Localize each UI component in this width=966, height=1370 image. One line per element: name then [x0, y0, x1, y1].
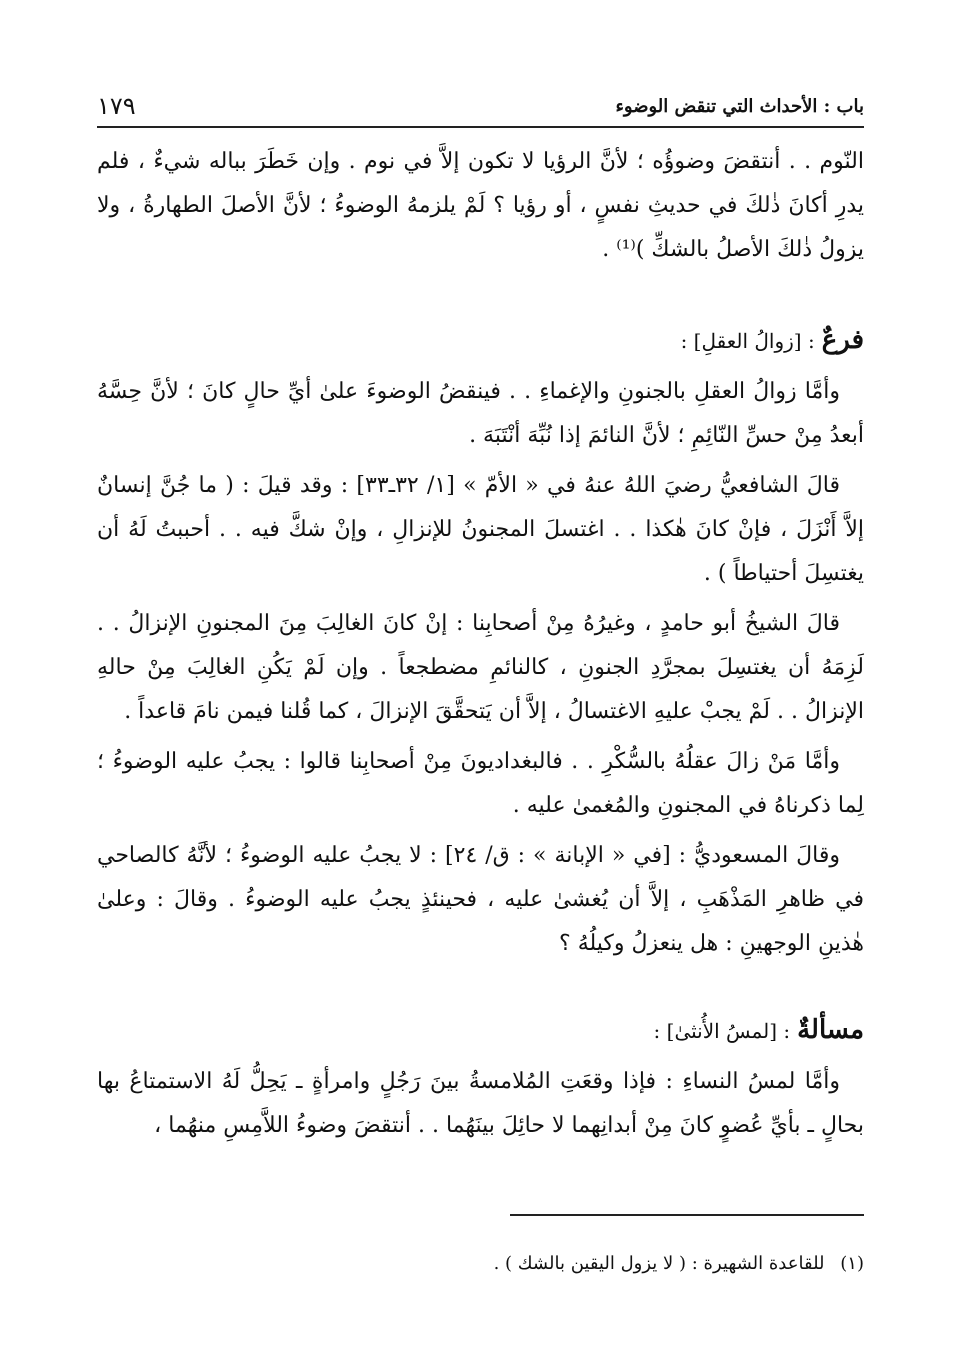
paragraph: وأمَّا لمسُ النساءِ : فإذا وقعَتِ المُلامسةُ بينَ رَجُلٍ وامرأةٍ ـ يَحِلُّ لَهُ الاستمتاعُ بها بحالٍ ـ بأيِّ عُضوٍ كانَ مِنْ أبدانِهما لا حائِلَ بينَهُما . . أنتقضَ وضوءُ اللاَّمِسِ منهُما ،	[97, 1069, 864, 1138]
footnote	[97, 1248, 864, 1280]
section-label: فرعٌ	[821, 325, 864, 355]
paragraph: وأمَّا زوالُ العقلِ بالجنونِ والإغماءِ . . فينقضُ الوضوءَ علىٰ أيِّ حالٍ كانَ ؛ لأنَّ حِسَّهُ أبعدُ مِنْ حسِّ النّائِمِ ؛ لأنَّ النائمَ إذا نُبِّهَ أنْتَبَهَ .	[97, 379, 864, 448]
page-body	[97, 140, 864, 1154]
section-label: مسألةٌ	[797, 1015, 864, 1045]
section-heading-masala	[97, 1008, 864, 1054]
header-divider	[97, 126, 864, 128]
section-heading-far	[97, 318, 864, 364]
footnote-number: (١)	[840, 1253, 864, 1274]
paragraph: وقالَ المسعوديُّ : [في « الإبانة » : ق/ ٢٤] : لا يجبُ عليه الوضوءُ ؛ لأنَّهُ كالصاحي في ظاهرِ المَذْهَبِ ، إلاَّ أن يُغشىٰ عليه ، فحينئذٍ يجبُ عليه الوضوءُ . وقالَ : وعلىٰ هٰذينِ الوجهينِ : هل ينعزلُ وكيلُهُ ؟	[97, 843, 864, 956]
paragraph: قالَ الشافعيُّ رضيَ اللهُ عنهُ في « الأمّ » [١/ ٣٢ـ٣٣] : وقد قيلَ : ( ما جُنَّ إنسانٌ إلاَّ أَنْزَلَ ، فإنْ كانَ هٰكذا . . اغتسلَ المجنونُ للإنزالِ ، وإنْ شكَّ فيه . . أحببتُ لَهُ أن يغتسِلَ أحتياطاً ) .	[97, 473, 865, 586]
footnote-divider	[510, 1214, 864, 1216]
section-title: : [زوالُ العقلِ] :	[680, 329, 815, 353]
paragraph: وأمَّا مَنْ زالَ عقلُهُ بالسُّكْرِ . . فالبغداديونَ مِنْ أصحابِنا قالوا : يجبُ عليه الوضوءُ ؛ لِما ذكرناهُ في المجنونِ والمُغمىٰ عليه .	[97, 749, 864, 818]
section-title: : [لمسُ الأُنثىٰ] :	[653, 1019, 791, 1043]
paragraph: النّوم . . أنتقضَ وضوؤُه ؛ لأنَّ الرؤيا لا تكون إلاَّ في نوم . وإن خَطَرَ بباله شيءٌ ، فلم يدرِ أكانَ ذٰلكَ في حديثِ نفسٍ ، أو رؤيا ؟ لَمْ يلزمهُ الوضوءُ ؛ لأنَّ الأصلَ الطهارةُ ، ولا يزولُ ذٰلكَ الأصلُ بالشكِّ )⁽¹⁾ .	[97, 149, 864, 262]
running-header	[97, 88, 864, 124]
chapter-title: باب : الأحداث التي تنقض الوضوء	[615, 95, 864, 117]
footnote-text: للقاعدة الشهيرة : ( لا يزول اليقين بالشك ) .	[493, 1253, 825, 1274]
page-number: ١٧٩	[97, 92, 136, 120]
paragraph: قالَ الشيخُ أبو حامدٍ ، وغيرُهُ مِنْ أصحابِنا : إنْ كانَ الغالِبَ مِنَ المجنونِ الإنزالُ . . لَزِمَهُ أن يغتسِلَ بمجرَّدِ الجنونِ ، كالنائمِ مضطجعاً . وإن لَمْ يَكُنِ الغالِبَ مِنْ حالهِ الإنزالُ . . لَمْ يجبْ عليهِ الاغتسالُ ، إلاَّ أن يَتحقَّقَ الإنزالَ ، كما قُلنا فيمن نامَ قاعداً .	[97, 611, 864, 724]
